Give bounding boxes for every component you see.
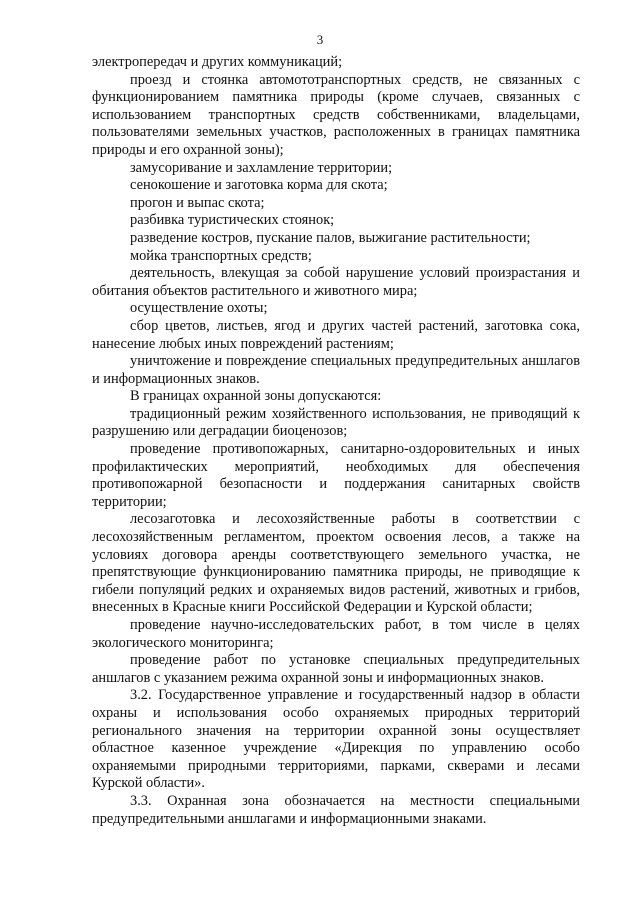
paragraph: электропередач и других коммуникаций; [92,54,343,70]
paragraph: разбивка туристических стоянок; [130,212,335,229]
document-body [92,54,580,828]
page-number: 3 [316,32,324,47]
paragraph: разведение костров, пускание палов, выжигание растительности; [130,229,531,246]
paragraph: сенокошение и заготовка корма для скота; [130,177,388,194]
paragraph: проведение работ по установке специальных предупредительных аншлагов с указанием режима охранной зоны и информационных знаков. [92,652,580,686]
paragraph: проезд и стоянка автомототранспортных средств, не связанных с функционированием памятника природы (кроме случаев, связанных с использованием транспортных средств собственниками, владельцами, пользователями земельных участков, расположенных в границах памятника природы и его охранной зоны); [92,71,580,158]
section-intro: В границах охранной зоны допускаются: [130,388,382,405]
clause-3-3: 3.3. Охранная зона обозначается на местности специальными предупредительными аншлагами и информационными знаками. [92,792,580,827]
paragraph: уничтожение и повреждение специальных предупредительных аншлагов и информационных знаков. [92,353,580,387]
paragraph: сбор цветов, листьев, ягод и других частей растений, заготовка сока, нанесение любых иных повреждений растениям; [92,317,580,352]
paragraph: проведение научно-исследовательских работ, в том числе в целях экологического мониторинга; [92,617,580,651]
clause-3-2: 3.2. Государственное управление и государственный надзор в области охраны и использования особо охраняемых природных территорий регионального значения на территории охранной зоны осуществляет областное казенное учреждение «Дирекция по управлению особо охраняемыми природными территориями, парками, скверами и лесами Курской области». [92,687,580,792]
paragraph: проведение противопожарных, санитарно-оздоровительных и иных профилактических мероприятий, необходимых для обеспечения противопожарной безопасности и поддержания санитарных свойств территории; [92,441,580,510]
paragraph: прогон и выпас скота; [130,194,265,211]
paragraph: традиционный режим хозяйственного использования, не приводящий к разрушению или деградации биоценозов; [92,405,580,440]
paragraph: замусоривание и захламление территории; [130,159,393,176]
paragraph: лесозаготовка и лесохозяйственные работы в соответствии с лесохозяйственным регламентом, проектом освоения лесов, а также на условиях договора аренды соответствующего земельного участка, не препятствующие функционированию памятника природы, не приводящие к гибели популяций редких и охраняемых видов растений, животных и грибов, внесенных в Красные книги Российской Федерации и Курской области; [92,511,580,616]
paragraph: мойка транспортных средств; [130,247,312,264]
paragraph: деятельность, влекущая за собой нарушение условий произрастания и обитания объектов растительного и животного мира; [92,265,580,299]
paragraph: осуществление охоты; [130,300,268,317]
